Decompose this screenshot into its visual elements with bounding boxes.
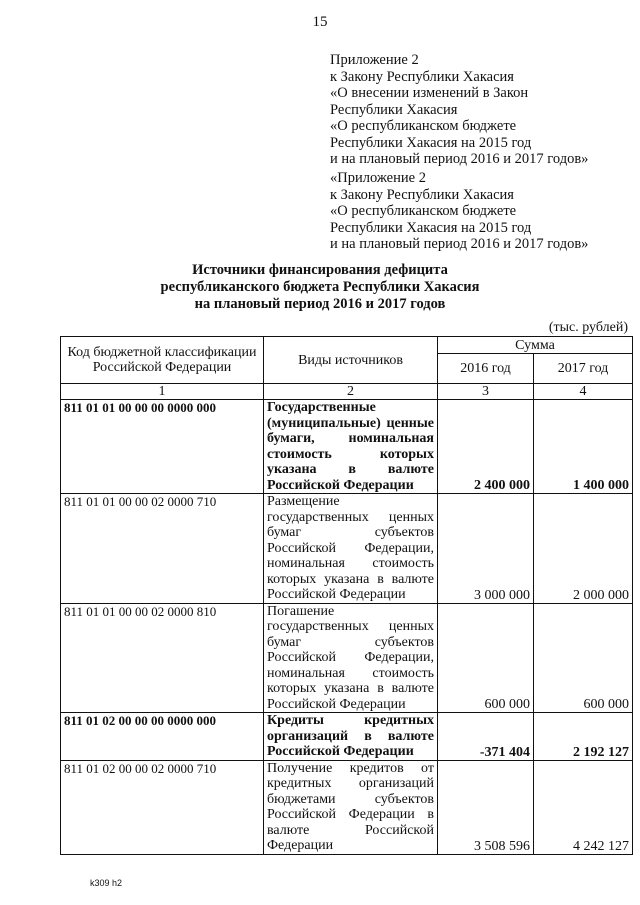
title-line: республиканского бюджета Республики Хакасия [160,279,480,295]
row-code: 811 01 01 00 00 00 0000 000 [61,400,264,494]
appendix-line: Республики Хакасия на 2015 год [330,219,532,236]
header-col-number: 2 [264,384,438,400]
appendix-line: и на плановый период 2016 и 2017 годов» [330,151,589,167]
appendix-line: к Закону Республики Хакасия [330,186,514,203]
row-code: 811 01 02 00 00 00 0000 000 [61,713,264,761]
document-title [0,262,640,313]
row-value-2016: 3 508 596 [438,760,534,854]
unit-label: (тыс. рублей) [548,320,628,335]
table-row [61,760,633,854]
page-number: 15 [312,14,328,30]
table-row [61,713,633,761]
row-value-2017: 1 400 000 [534,400,633,494]
table-row [61,494,633,604]
row-name: Погашение государственных ценных бумаг субъектов Российской Федерации, номинальная стоимость которых указана в валюте Российской Федерации [264,603,438,713]
row-name: Получение кредитов от кредитных организаций бюджетами субъектов Российской Федерации в валюте Российской Федерации [264,760,438,854]
row-value-2016: 2 400 000 [438,400,534,494]
row-value-2017: 600 000 [534,603,633,713]
appendix-line: «О республиканском бюджете [330,203,517,219]
row-code: 811 01 01 00 00 02 0000 710 [61,494,264,604]
row-name: Кредиты кредитных организаций в валюте Российской Федерации [264,713,438,761]
table-row [61,603,633,713]
appendix-block-original [330,170,588,253]
appendix-line: Республики Хакасия на 2015 год [330,134,532,151]
appendix-line: «О республиканском бюджете [330,118,517,134]
title-line: Источники финансирования дефицита [192,262,448,278]
header-code: Код бюджетной классификации Российской Федерации [61,337,264,384]
row-name: Государственные (муниципальные) ценные бумаги, номинальная стоимость которых указана в валюте Российской Федерации [264,400,438,494]
header-year-2017: 2017 год [534,354,633,384]
header-year-2016: 2016 год [438,354,534,384]
header-col-number: 1 [61,384,264,400]
row-value-2017: 2 192 127 [534,713,633,761]
row-value-2016: 600 000 [438,603,534,713]
title-line: на плановый период 2016 и 2017 годов [194,296,446,312]
header-kind: Виды источников [264,337,438,384]
header-sum: Сумма [438,337,633,354]
appendix-line: «Приложение 2 [330,170,426,186]
sources-table [60,336,633,855]
appendix-line: «О внесении изменений в Закон [330,85,529,101]
row-code: 811 01 02 00 00 02 0000 710 [61,760,264,854]
header-col-number: 4 [534,384,633,400]
appendix-block-amendment [330,52,588,168]
row-value-2016: -371 404 [438,713,534,761]
table-row [61,400,633,494]
appendix-line: и на плановый период 2016 и 2017 годов» [330,236,589,252]
row-code: 811 01 01 00 00 02 0000 810 [61,603,264,713]
row-value-2017: 2 000 000 [534,494,633,604]
appendix-line: Республики Хакасия [330,101,458,118]
appendix-line: к Закону Республики Хакасия [330,68,514,85]
row-name: Размещение государственных ценных бумаг субъектов Российской Федерации, номинальная стоимость которых указана в валюте Российской Федерации [264,494,438,604]
row-value-2016: 3 000 000 [438,494,534,604]
row-value-2017: 4 242 127 [534,760,633,854]
header-col-number: 3 [438,384,534,400]
appendix-line: Приложение 2 [330,52,419,68]
footer-code: k309 h2 [90,878,123,888]
